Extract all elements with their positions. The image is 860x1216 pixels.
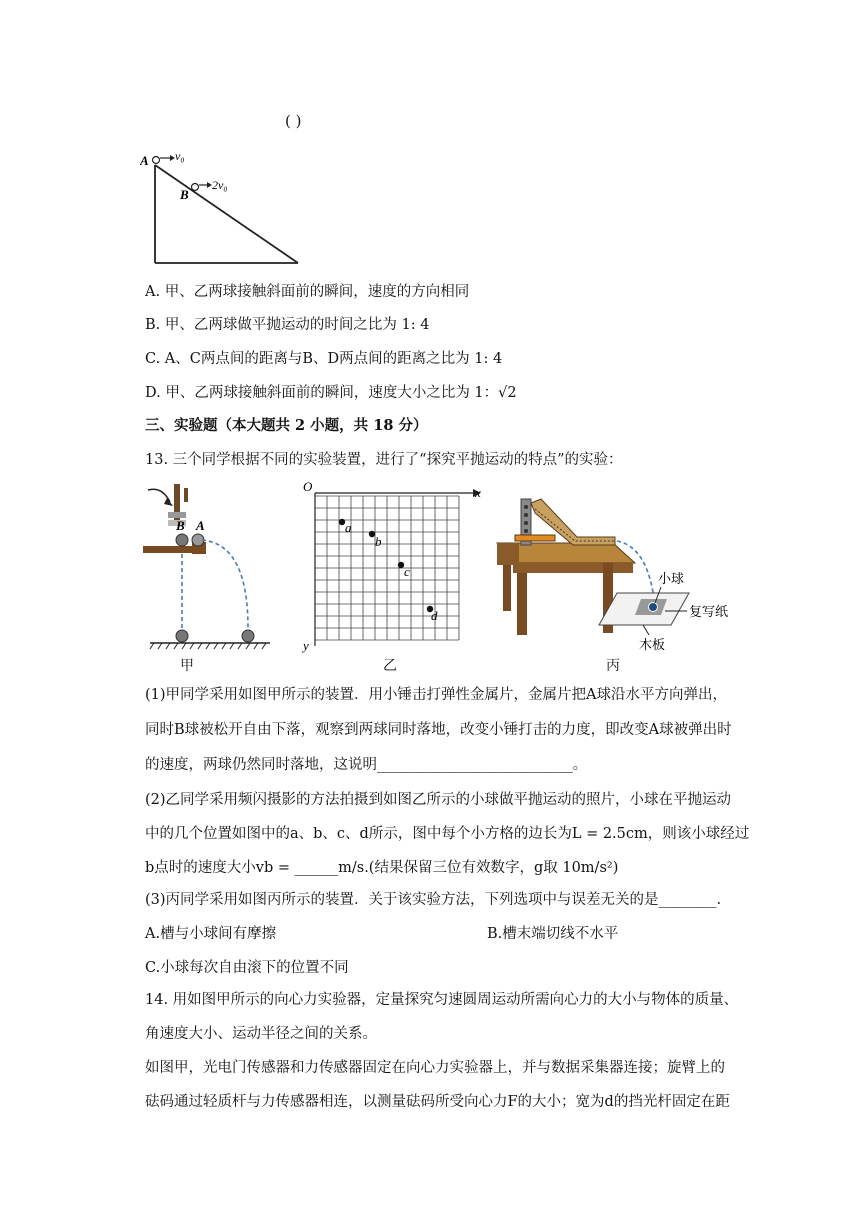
label-A-jia: A bbox=[196, 518, 205, 533]
q13-p2-line3: b点时的速度大小vb = ______m/s.(结果保留三位有效数字，g取 10m/s²) bbox=[145, 860, 619, 876]
q13-stem: 13. 三个同学根据不同的实验装置，进行了“探究平抛运动的特点”的实验： bbox=[145, 452, 623, 468]
caption-bing: 丙 bbox=[606, 658, 620, 674]
q13-option-c: C.小球每次自由滚下的位置不同 bbox=[145, 960, 349, 976]
label-2v0: 2v₀ bbox=[212, 178, 228, 192]
section-heading: 三、实验题（本大题共 2 小题，共 18 分） bbox=[145, 417, 428, 434]
label-carbon-paper: 复写纸 bbox=[689, 604, 729, 619]
answer-bracket: ( ) bbox=[285, 112, 302, 130]
label-B-jia: B bbox=[176, 518, 185, 533]
q13-p1-line1: (1)甲同学采用如图甲所示的装置．用小锤击打弹性金属片，金属片把A球沿水平方向弹出， bbox=[145, 687, 728, 703]
option-a: A. 甲、乙两球接触斜面前的瞬间，速度的方向相同 bbox=[145, 284, 470, 300]
q14-line3: 如图甲，光电门传感器和力传感器固定在向心力实验器上，并与数据采集器连接；旋臂上的 bbox=[145, 1060, 725, 1076]
origin-O: O bbox=[303, 479, 313, 494]
q13-p1-line2: 同时B球被松开自由下落，观察到两球同时落地，改变小锤打击的力度，即改变A球被弹出时 bbox=[145, 722, 732, 738]
label-board: 木板 bbox=[639, 637, 666, 652]
figure-yi bbox=[295, 478, 490, 653]
point-b-label: b bbox=[375, 534, 382, 549]
label-B: B bbox=[180, 187, 189, 202]
incline-figure bbox=[140, 145, 310, 267]
option-d bbox=[145, 383, 517, 403]
point-a-label: a bbox=[345, 520, 352, 535]
q13-p1-line3: 的速度，两球仍然同时落地，这说明___________________________。 bbox=[145, 757, 588, 773]
q13-option-b: B.槽末端切线不水平 bbox=[487, 926, 619, 942]
q13-p2-line2: 中的几个位置如图中的a、b、c、d所示，图中每个小方格的边长为L = 2.5cm，则该小球经过 bbox=[145, 826, 750, 842]
point-d-label: d bbox=[431, 608, 438, 623]
option-d-text: D. 甲、乙两球接触斜面前的瞬间，速度大小之比为 1： bbox=[145, 385, 499, 401]
q14-line1: 14. 用如图甲所示的向心力实验器，定量探究匀速圆周运动所需向心力的大小与物体的质量、 bbox=[145, 992, 739, 1008]
label-ball: 小球 bbox=[658, 571, 685, 586]
sqrt-two: √2 bbox=[498, 385, 517, 401]
axis-y-label: y bbox=[303, 638, 309, 653]
q14-line4: 砝码通过轻质杆与力传感器相连，以测量砝码所受向心力F的大小；宽为d的挡光杆固定在距 bbox=[145, 1094, 730, 1110]
option-b: B. 甲、乙两球做平抛运动的时间之比为 1: 4 bbox=[145, 317, 430, 333]
q13-p2-line1: (2)乙同学采用频闪摄影的方法拍摄到如图乙所示的小球做平抛运动的照片，小球在平抛运动 bbox=[145, 792, 732, 808]
point-c-label: c bbox=[404, 564, 410, 579]
figure-jia bbox=[140, 478, 275, 668]
q13-p3: (3)丙同学采用如图丙所示的装置．关于该实验方法，下列选项中与误差无关的是________. bbox=[145, 892, 722, 908]
label-A: A bbox=[140, 153, 149, 168]
caption-yi: 乙 bbox=[383, 658, 397, 674]
axis-x-label: x bbox=[475, 485, 481, 500]
figure-bing bbox=[495, 485, 750, 657]
option-c: C. A、C两点间的距离与B、D两点间的距离之比为 1: 4 bbox=[145, 351, 503, 367]
caption-jia: 甲 bbox=[180, 658, 194, 674]
q13-option-a: A.槽与小球间有摩擦 bbox=[145, 926, 277, 942]
label-v0: v₀ bbox=[175, 149, 185, 163]
q14-line2: 角速度大小、运动半径之间的关系。 bbox=[145, 1026, 377, 1042]
